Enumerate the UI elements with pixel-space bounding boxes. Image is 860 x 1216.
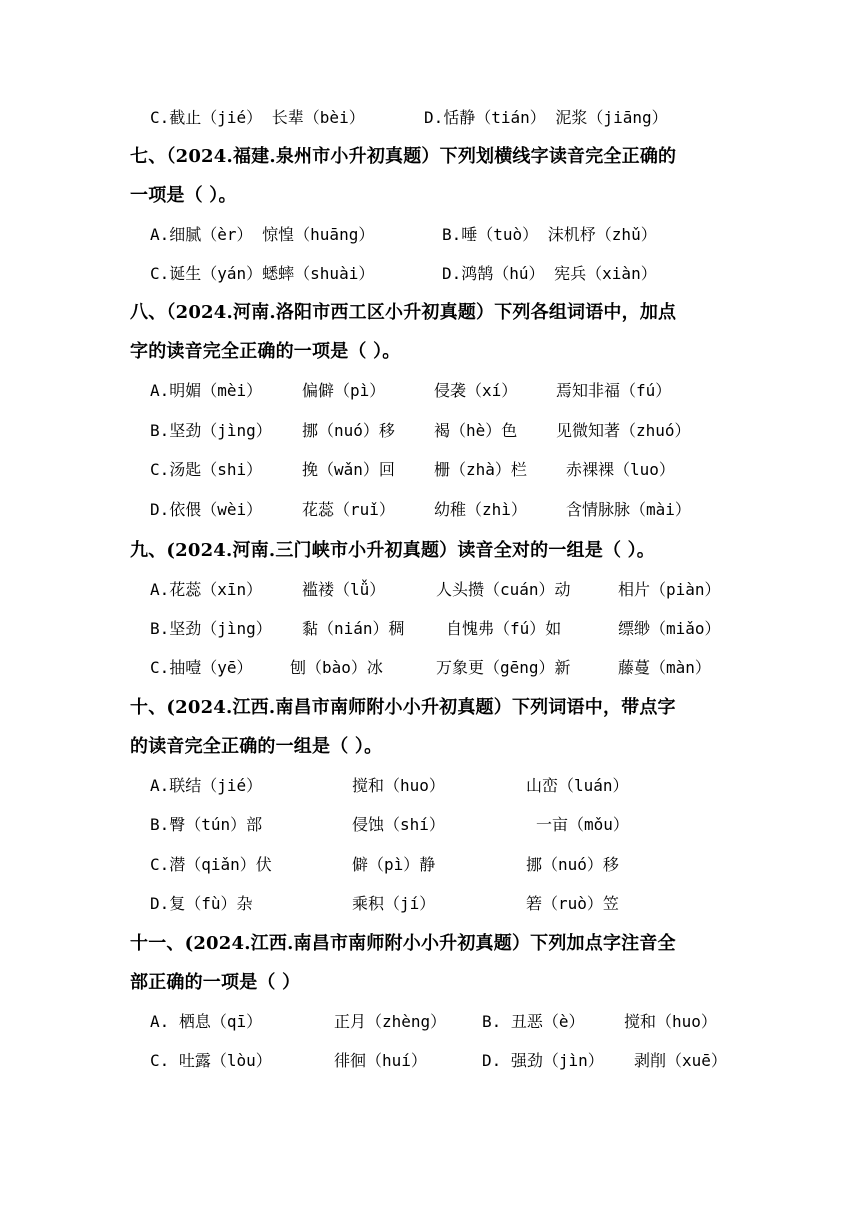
question-heading: 的读音完全正确的一组是（ ）。 bbox=[130, 736, 383, 757]
option-text: 褐（hè）色 bbox=[434, 421, 518, 440]
question-heading: 八、（2024.河南.洛阳市西工区小升初真题）下列各组词语中，加点 bbox=[130, 302, 677, 323]
option-text: 刨（bào）冰 bbox=[290, 658, 383, 677]
option-text: B.臀（tún）部 bbox=[150, 815, 263, 834]
question-heading: 一项是（ ）。 bbox=[130, 185, 237, 206]
option-text: 见微知著（zhuó） bbox=[556, 421, 691, 440]
option-text: 栅（zhà）栏 bbox=[434, 460, 527, 479]
option-text: 相片（piàn） bbox=[618, 580, 721, 599]
option-text: 搅和（huo） bbox=[352, 776, 445, 795]
option-text: 搅和（huo） bbox=[624, 1012, 717, 1031]
option-text: A.明媚（mèi） bbox=[150, 381, 263, 400]
option-text: 含情脉脉（mài） bbox=[566, 500, 691, 519]
option-text: 花蕊（ruǐ） bbox=[302, 500, 395, 519]
option-text: 挪（nuó）移 bbox=[302, 421, 395, 440]
option-text: C.汤匙（shi） bbox=[150, 460, 263, 479]
question-heading: 部正确的一项是（ ） bbox=[130, 972, 301, 993]
option-text: 挪（nuó）移 bbox=[526, 855, 619, 874]
option-text: 偏僻（pì） bbox=[302, 381, 386, 400]
option-text: D.依偎（wèi） bbox=[150, 500, 263, 519]
option-text: A.花蕊（xīn） bbox=[150, 580, 263, 599]
option-text: C.抽噎（yē） bbox=[150, 658, 253, 677]
option-text: 正月（zhèng） bbox=[334, 1012, 447, 1031]
option-text: B.坚劲（jìng） bbox=[150, 421, 272, 440]
option-text: 藤蔓（màn） bbox=[618, 658, 711, 677]
option-text: 赤裸裸（luo） bbox=[566, 460, 675, 479]
option-text: D.复（fù）杂 bbox=[150, 894, 253, 913]
option-text: 乘积（jí） bbox=[352, 894, 436, 913]
option-text: A. 栖息（qī） bbox=[150, 1012, 263, 1031]
option-text: 剥削（xuē） bbox=[634, 1051, 727, 1070]
option-text: C.诞生（yán）蟋蟀（shuài） bbox=[150, 264, 375, 283]
question-heading: 十、(2024.江西.南昌市南师附小小升初真题）下列词语中，带点字 bbox=[130, 697, 676, 718]
option-text: 一亩（mǒu） bbox=[536, 815, 629, 834]
option-text: C.截止（jié） 长辈（bèi） bbox=[150, 108, 365, 127]
option-text: 挽（wǎn）回 bbox=[302, 460, 395, 479]
option-text: 人头攒（cuán）动 bbox=[436, 580, 571, 599]
option-text: B.唾（tuò） 沫机杼（zhǔ） bbox=[442, 225, 657, 244]
option-text: C. 吐露（lòu） bbox=[150, 1051, 272, 1070]
option-text: 自愧弗（fú）如 bbox=[446, 619, 562, 638]
option-text: B.坚劲（jìng） bbox=[150, 619, 272, 638]
option-text: D.恬静（tián） 泥浆（jiāng） bbox=[424, 108, 668, 127]
option-text: D.鸿鹄（hú） 宪兵（xiàn） bbox=[442, 264, 657, 283]
question-heading: 字的读音完全正确的一项是（ ）。 bbox=[130, 341, 401, 362]
option-text: 箬（ruò）笠 bbox=[526, 894, 619, 913]
question-heading: 七、（2024.福建.泉州市小升初真题）下列划横线字读音完全正确的 bbox=[130, 146, 677, 167]
question-heading: 十一、(2024.江西.南昌市南师附小小升初真题）下列加点字注音全 bbox=[130, 933, 676, 954]
option-text: A.细腻（èr） 惊惶（huāng） bbox=[150, 225, 375, 244]
option-text: D. 强劲（jìn） bbox=[482, 1051, 604, 1070]
option-text: 黏（nián）稠 bbox=[302, 619, 405, 638]
option-text: A.联结（jié） bbox=[150, 776, 263, 795]
option-text: 焉知非福（fú） bbox=[556, 381, 672, 400]
option-text: 褴褛（lǚ） bbox=[302, 580, 386, 599]
option-text: 万象更（gēng）新 bbox=[436, 658, 571, 677]
question-heading: 九、(2024.河南.三门峡市小升初真题）读音全对的一组是（ ）。 bbox=[130, 540, 656, 561]
option-text: 侵袭（xí） bbox=[434, 381, 518, 400]
option-text: C.潜（qiǎn）伏 bbox=[150, 855, 272, 874]
option-text: 僻（pì）静 bbox=[352, 855, 436, 874]
option-text: 缥缈（miǎo） bbox=[618, 619, 721, 638]
option-text: 侵蚀（shí） bbox=[352, 815, 445, 834]
option-text: B. 丑恶（è） bbox=[482, 1012, 585, 1031]
option-text: 幼稚（zhì） bbox=[434, 500, 527, 519]
option-text: 山峦（luán） bbox=[526, 776, 629, 795]
option-text: 徘徊（huí） bbox=[334, 1051, 427, 1070]
